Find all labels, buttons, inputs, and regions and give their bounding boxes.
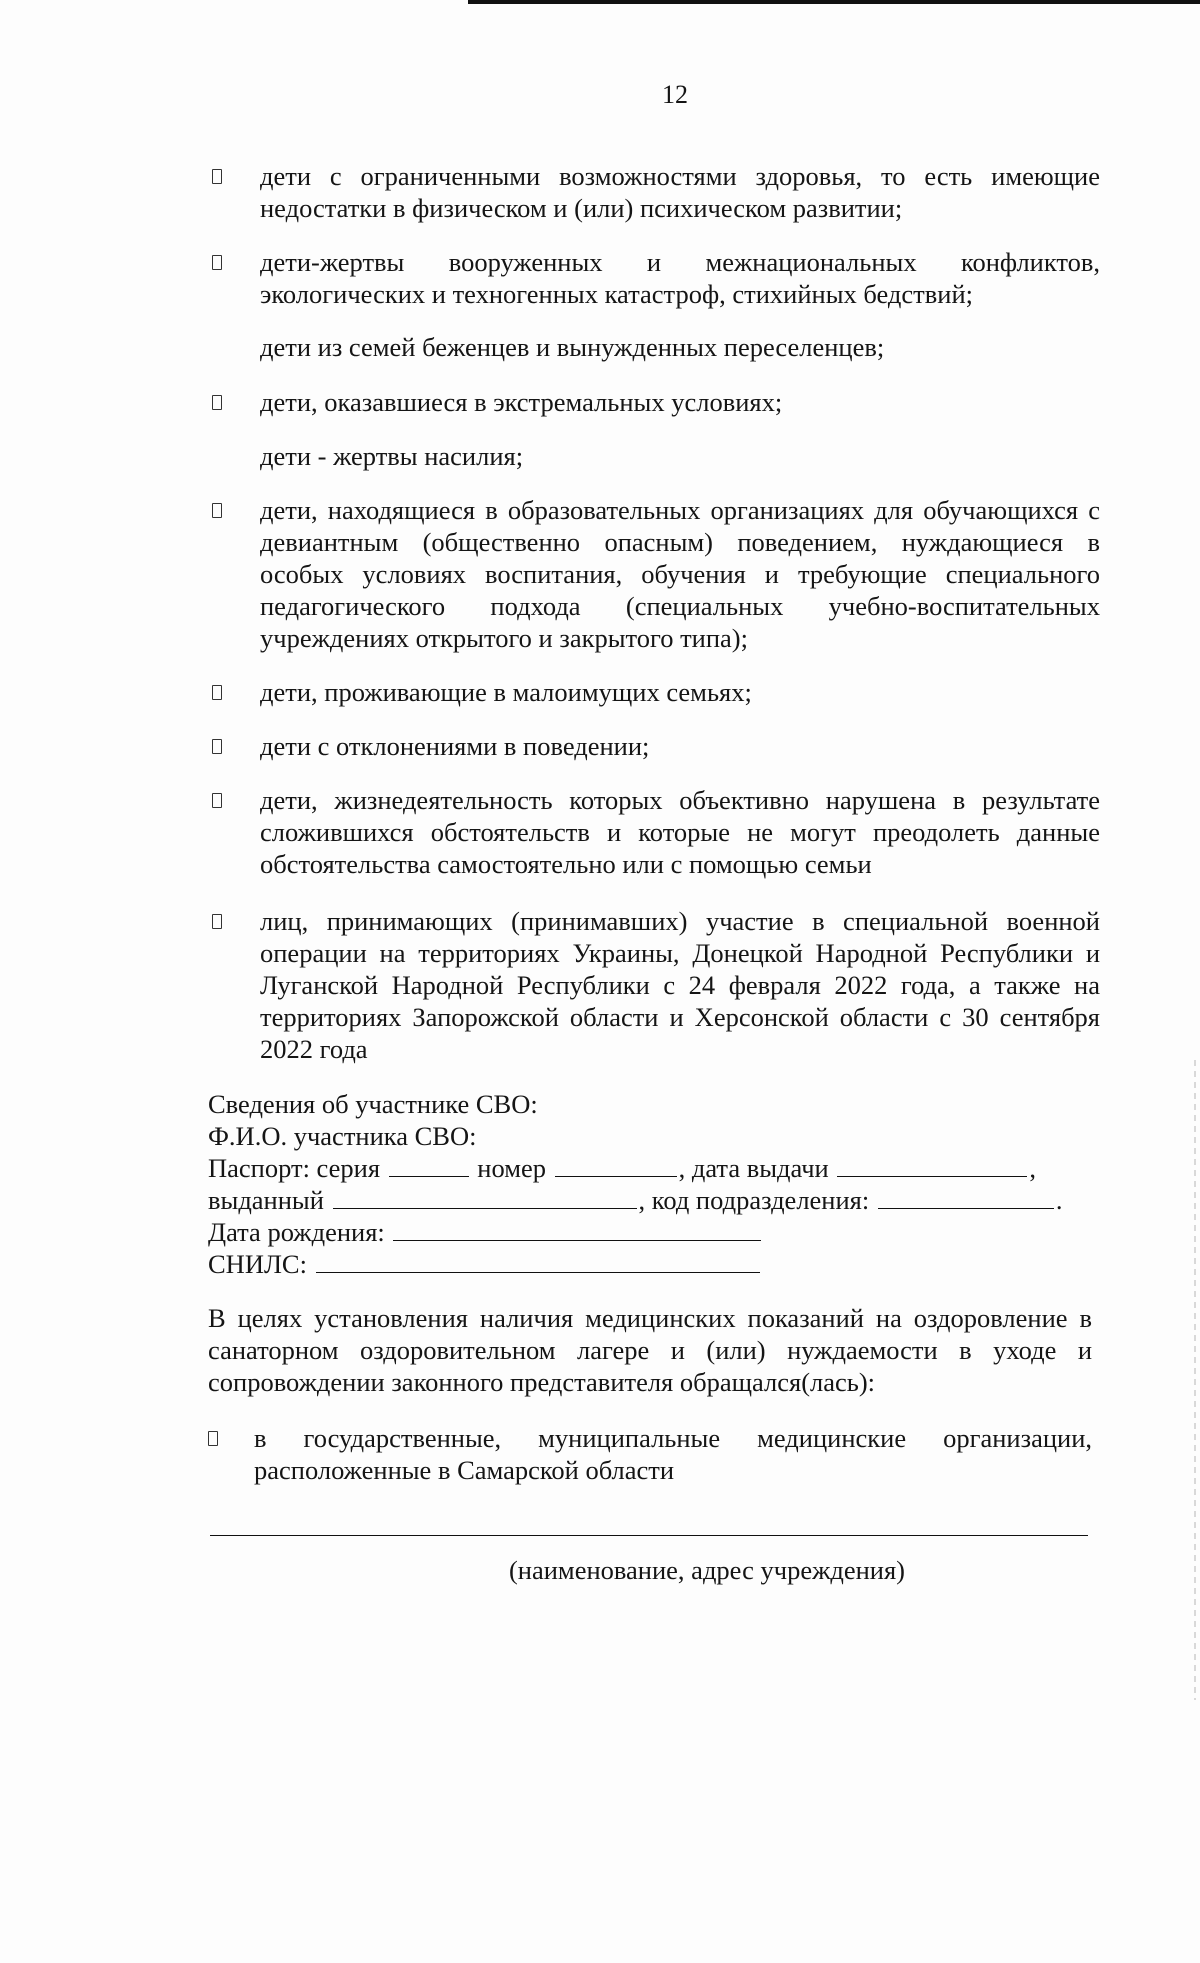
category-text: дети, находящиеся в образовательных организациях для обучающихся с девиантным (общественно опасным) поведением, нуждающиеся в особых условиях воспитания, обучения и требующие специального педагогического подхода (специальных учебно-воспитательных учреждениях открытого и закрытого типа);	[260, 495, 1100, 653]
snils-field[interactable]	[316, 1248, 760, 1273]
category-text: дети с отклонениями в поведении;	[260, 731, 650, 761]
medical-paragraph: В целях установления наличия медицинских показаний на оздоровление в санаторном оздоровительном лагере и (или) нуждаемости в уходе и сопровождении законного представителя обращался(лась):	[208, 1303, 1092, 1397]
division-code-field[interactable]	[878, 1184, 1054, 1209]
birth-date-field[interactable]	[393, 1216, 761, 1241]
checkbox-icon[interactable]	[212, 503, 222, 518]
issued-by-line-period: .	[1055, 1185, 1063, 1215]
passport-line	[208, 1152, 1100, 1184]
category-text-plain: дети из семей беженцев и вынужденных переселенцев;	[260, 332, 885, 362]
checkbox-icon[interactable]	[212, 739, 222, 754]
svo-info-block	[208, 1088, 1100, 1280]
checkbox-icon[interactable]	[212, 914, 222, 929]
category-text-plain: дети - жертвы насилия;	[260, 441, 524, 471]
fio-label: Ф.И.О. участника СВО:	[208, 1121, 477, 1151]
checkbox-icon[interactable]	[212, 395, 222, 410]
page-number: 12	[662, 80, 688, 109]
svo-heading: Сведения об участнике СВО:	[208, 1089, 538, 1119]
checkbox-icon[interactable]	[212, 685, 222, 700]
medical-option-text: в государственные, муниципальные медицинские организации, расположенные в Самарской области	[254, 1423, 1092, 1485]
issued-by-label: выданный	[208, 1185, 324, 1215]
scan-top-border	[468, 0, 1200, 4]
passport-series-label: Паспорт: серия	[208, 1153, 381, 1183]
checkbox-icon[interactable]	[208, 1431, 218, 1446]
institution-field[interactable]	[210, 1535, 1088, 1536]
issued-by-field[interactable]	[333, 1184, 637, 1209]
passport-number-field[interactable]	[555, 1152, 677, 1177]
passport-number-label: номер	[477, 1153, 546, 1183]
snils-line	[208, 1248, 1100, 1280]
category-text: дети, проживающие в малоимущих семьях;	[260, 677, 752, 707]
category-text: дети, жизнедеятельность которых объективно нарушена в результате сложившихся обстоятельств и которые не могут преодолеть данные обстоятельства самостоятельно или с помощью семьи	[260, 785, 1100, 879]
category-text: лиц, принимающих (принимавших) участие в специальной военной операции на территориях Украины, Донецкой Народной Республики и Луганской Народной Республики с 24 февраля 2022 года, а также на территориях Запорожской области и Херсонской области с 30 сентября 2022 года	[260, 906, 1100, 1064]
institution-caption: (наименование, адрес учреждения)	[508, 1555, 906, 1585]
checkbox-icon[interactable]	[212, 255, 222, 270]
issue-date-field[interactable]	[837, 1152, 1027, 1177]
scan-edge-artifact	[1194, 1060, 1196, 1700]
category-text: дети-жертвы вооруженных и межнациональных конфликтов, экологических и техногенных катастроф, стихийных бедствий;	[260, 247, 1100, 309]
checkbox-icon[interactable]	[212, 793, 222, 808]
snils-label: СНИЛС:	[208, 1249, 307, 1279]
division-code-label: , код подразделения:	[638, 1185, 870, 1215]
birth-date-line	[208, 1216, 1100, 1248]
category-text: дети, оказавшиеся в экстремальных условиях;	[260, 387, 783, 417]
category-text: дети с ограниченными возможностями здоровья, то есть имеющие недостатки в физическом и (или) психическом развитии;	[260, 161, 1100, 223]
issue-date-label: , дата выдачи	[678, 1153, 829, 1183]
passport-line-comma: ,	[1029, 1153, 1036, 1183]
passport-series-field[interactable]	[389, 1152, 469, 1177]
issued-by-line	[208, 1184, 1100, 1216]
birth-date-label: Дата рождения:	[208, 1217, 385, 1247]
checkbox-icon[interactable]	[212, 169, 222, 184]
